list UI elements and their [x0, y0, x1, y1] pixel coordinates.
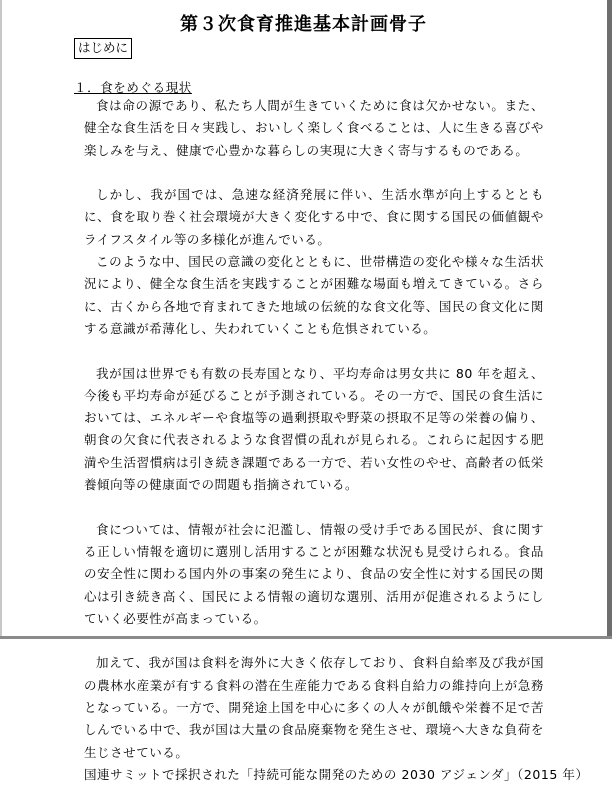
paragraph-1: 食は命の源であり、私たち人間が生きていくために食は欠かせない。また、健全な食生活を日々実践し、おいしく楽しく食べることは、人に生きる喜びや楽しみを与え、健康で心豊かな暮らしの実現に大きく寄与するものである。 [84, 98, 544, 158]
paragraph-spacer [84, 340, 544, 362]
intro-heading-box: はじめに [74, 38, 132, 59]
paragraph-4: 我が国は世界でも有数の長寿国となり、平均寿命は男女共に 80 年を超え、今後も平均寿命が延びることが予測されている。その一方で、国民の食生活においては、エネルギーや食塩等の過剰摂取や野菜の摂取不足等の栄養の偏り、朝食の欠食に代表されるような食習慣の乱れが見られる。これらに起因する肥満や生活習慣病は引き続き課題である一方で、若い女性のやせ、高齢者の低栄養傾向等の健康面での問題も指摘されている。 [84, 365, 544, 493]
viewer-bottom-edge [0, 636, 612, 639]
paragraph-3: このような中、国民の意識の変化とともに、世帯構造の変化や様々な生活状況により、健全な食生活を実践することが困難な場面も増えてきている。さらに、古くから各地で育まれてきた地域の伝統的な食文化等、国民の食文化に関する意識が希薄化し、失われていくことも危惧されている。 [84, 254, 544, 336]
paragraph-spacer [84, 630, 544, 652]
paragraph-spacer [84, 162, 544, 184]
paragraph-spacer [84, 496, 544, 518]
document-title: 第３次食育推進基本計画骨子 [180, 14, 427, 35]
section-heading: １．食をめぐる現状 [74, 80, 192, 95]
paragraph-6: 加えて、我が国は食料を海外に大きく依存しており、食料自給率及び我が国の農林水産業が有する食料の潜在生産能力である食料自給力の維持向上が急務となっている。一方で、開発途上国を中心に多くの人々が飢餓や栄養不足で苦しんでいる中で、我が国は大量の食品廃棄物を発生させ、環境へ大きな負荷を生じさせている。 [84, 655, 544, 760]
viewer-left-edge [0, 0, 2, 639]
document-body [84, 95, 589, 782]
paragraph-5: 食については、情報が社会に氾濫し、情報の受け手である国民が、食に関する正しい情報を適切に選別し活用することが困難な状況も見受けられる。食品の安全性に関わる国内外の事案の発生により、食品の安全性に対する国民の関心は引き続き高く、国民による情報の適切な選別、活用が促進されるようにしていく必要性が高まっている。 [84, 521, 544, 626]
paragraph-2: しかし、我が国では、急速な経済発展に伴い、生活水準が向上するとともに、食を取り巻く社会環境が大きく変化する中で、食に関する国民の価値観やライフスタイル等の多様化が進んでいる。 [84, 187, 544, 247]
paragraph-7-partial: 国連サミットで採択された「持続可能な開発のための 2030 アジェンダ」（2015 年） [84, 766, 589, 782]
viewer-scrollbar-edge[interactable] [607, 0, 612, 639]
